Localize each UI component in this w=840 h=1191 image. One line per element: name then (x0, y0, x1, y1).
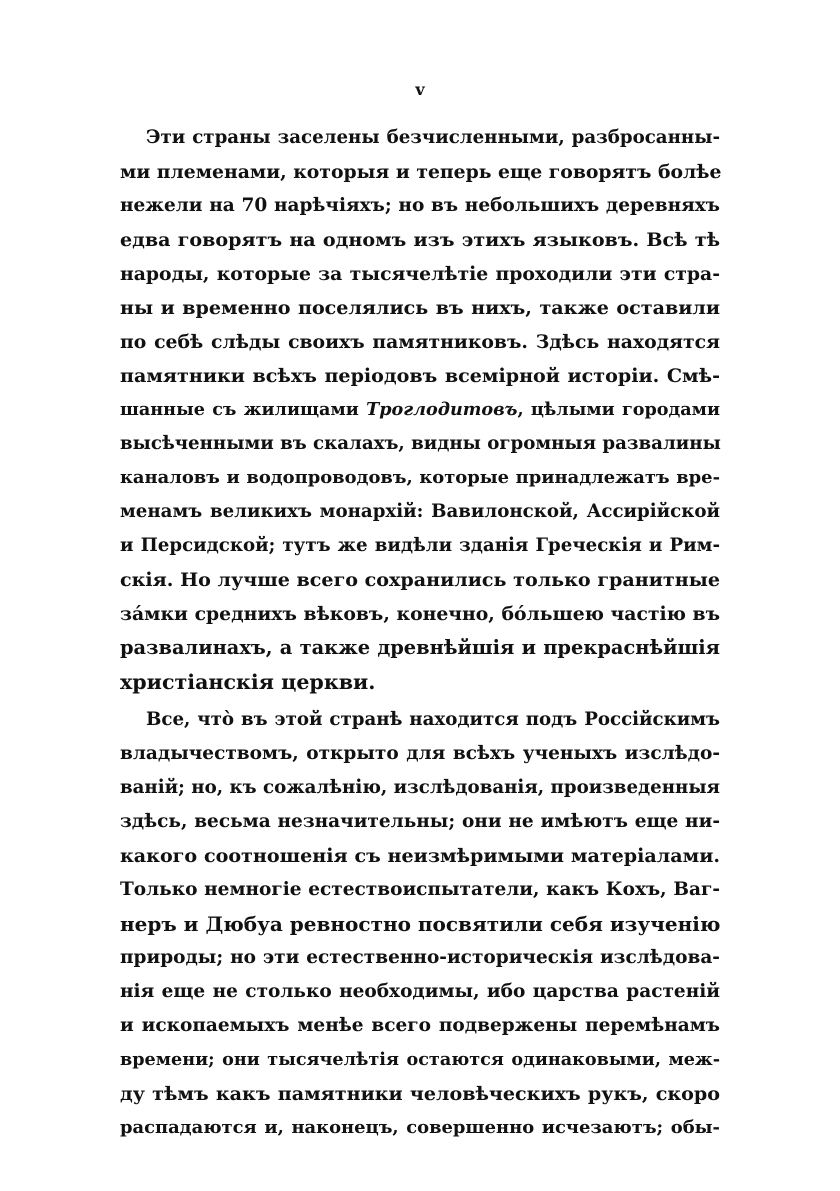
text-line: времени; они тысячелѣтія остаются одинаковыми, меж- (120, 1049, 720, 1070)
paragraph-1 (120, 121, 720, 699)
text-line: развалинахъ, а также древнѣйшія и прекраснѣйшія (120, 636, 720, 659)
page-number: v (415, 80, 425, 99)
text-line: народы, которые за тысячелѣтіе проходили эти стра- (120, 263, 720, 285)
text-line: высѣченными въ скалахъ, видны огромныя развалины (120, 433, 721, 454)
text-line (120, 393, 720, 427)
text-line: Эти страны заселены безчисленными, разбросанны- (146, 127, 720, 148)
text-line: и Персидской; тутъ же видѣли зданія Греческія и Рим- (120, 535, 720, 556)
text-line: распадаются и, наконецъ, совершенно исчезаютъ; обы- (120, 1117, 720, 1138)
text-line: ваній; но, къ сожалѣнію, изслѣдованія, произведенныя (120, 777, 720, 798)
text-line: и ископаемыхъ менѣе всего подвержены перемѣнамъ (120, 1015, 720, 1036)
text-line: скія. Но лучше всего сохранились только гранитные (120, 568, 720, 591)
text-line: нія еще не столько необходимы, ибо царства растеній (120, 981, 720, 1002)
text-line: природы; но эти естественно-историческія изслѣдова- (120, 947, 720, 968)
text-line: памятники всѣхъ періодовъ всемірной исторіи. Смѣ- (120, 364, 720, 387)
text-line: какого соотношенія съ неизмѣримыми матеріалами. (120, 844, 720, 867)
text-line: нежели на 70 нарѣчіяхъ; но въ небольшихъ деревняхъ (120, 195, 720, 216)
italic-term: Троглодитовъ (366, 399, 518, 420)
text-line: неръ и Дюбуа ревностно посвятили себя изученію (120, 912, 721, 936)
text-line: здѣсь, весьма незначительны; они не имѣютъ еще ни- (120, 811, 720, 832)
text-line: каналовъ и водопроводовъ, которые принадлежатъ вре- (120, 467, 720, 488)
text-segment: , цѣлыми городами (517, 399, 721, 420)
text-line: менамъ великихъ монархій: Вавилонской, Ассирійской (120, 501, 720, 522)
text-line: ми племенами, которыя и теперь еще говорятъ болѣе (120, 161, 722, 183)
text-line: зáмки среднихъ вѣковъ, конечно, бóльшею частію въ (120, 603, 720, 625)
text-line: владычествомъ, открыто для всѣхъ ученыхъ изслѣдо- (120, 743, 720, 764)
text-line: едва говорятъ на одномъ изъ этихъ языковъ. Всѣ тѣ (120, 228, 720, 251)
text-line: по себѣ слѣды своихъ памятниковъ. Здѣсь находятся (120, 331, 720, 353)
text-segment: шанные съ жилищами (120, 399, 367, 420)
text-line: ны и временно поселялись въ нихъ, также оставили (120, 296, 720, 319)
body-text (120, 121, 720, 1145)
text-line: ду тѣмъ какъ памятники человѣческихъ рукъ, скоро (120, 1082, 720, 1105)
paragraph-2 (120, 703, 720, 1145)
text-line: христіанскія церкви. (120, 670, 376, 694)
text-line: Все, чтò въ этой странѣ находится подъ Россійскимъ (146, 709, 720, 730)
text-line: Только немногіе естествоиспытатели, какъ Кохъ, Ваг- (120, 879, 720, 900)
